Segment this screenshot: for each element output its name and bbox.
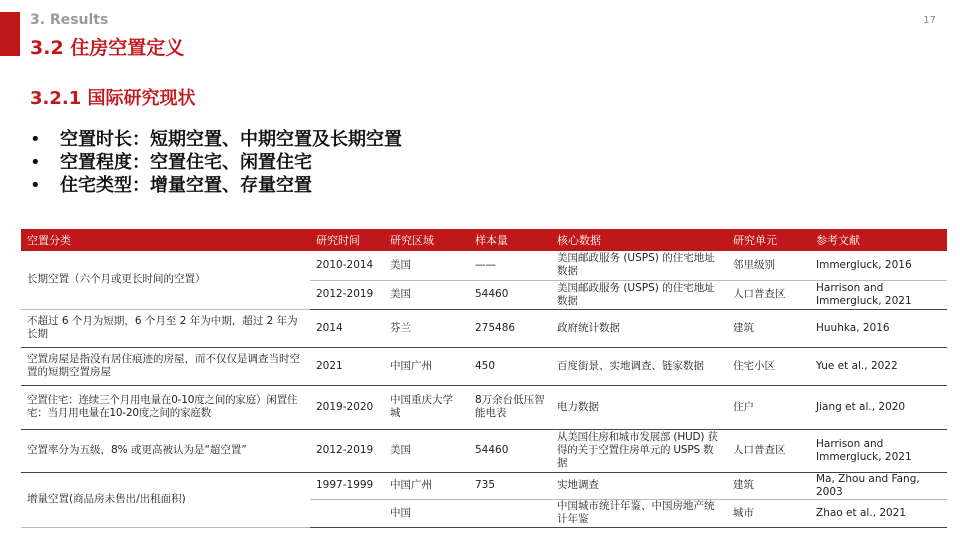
data-cell: 美国邮政服务 (USPS) 的住宅地址数据 — [551, 280, 727, 309]
bullet-item — [30, 174, 402, 197]
table-row — [21, 429, 947, 472]
table-row — [21, 347, 947, 385]
sample-cell: 8万余台低压智能电表 — [469, 385, 551, 429]
bullet-text: 住宅类型：增量空置、存量空置 — [60, 175, 312, 196]
column-header-data: 核心数据 — [551, 229, 727, 251]
column-header-sample: 样本量 — [469, 229, 551, 251]
reference-cell: Harrison and Immergluck, 2021 — [810, 280, 947, 309]
page-number: 17 — [923, 15, 936, 26]
category-cell: 长期空置（六个月或更长时间的空置） — [21, 251, 310, 309]
column-header-reference: 参考文献 — [810, 229, 947, 251]
bullet-dot: • — [30, 152, 41, 173]
data-cell: 百度街景、实地调查、链家数据 — [551, 347, 727, 385]
region-cell: 中国广州 — [384, 347, 469, 385]
bullet-dot: • — [30, 175, 41, 196]
sample-cell: 735 — [469, 472, 551, 499]
region-cell: 中国 — [384, 499, 469, 527]
sample-cell: 54460 — [469, 280, 551, 309]
reference-cell: Immergluck, 2016 — [810, 251, 947, 280]
category-cell: 空置房屋是指没有居住痕迹的房屋，而不仅仅是调查当时空置的短期空置房屋 — [21, 347, 310, 385]
sample-cell: 450 — [469, 347, 551, 385]
unit-cell: 住户 — [727, 385, 810, 429]
column-header-category: 空置分类 — [21, 229, 310, 251]
time-cell: 2012-2019 — [310, 429, 384, 472]
sample-cell: 54460 — [469, 429, 551, 472]
bullet-dot: • — [30, 129, 41, 150]
category-cell: 不超过 6 个月为短期，6 个月至 2 年为中期，超过 2 年为长期 — [21, 309, 310, 347]
table-row — [21, 309, 947, 347]
region-cell: 中国广州 — [384, 472, 469, 499]
unit-cell: 住宅小区 — [727, 347, 810, 385]
unit-cell: 建筑 — [727, 472, 810, 499]
accent-bar — [0, 12, 20, 56]
bullet-text: 空置程度：空置住宅、闲置住宅 — [60, 152, 312, 173]
page-title: 3.2 住房空置定义 — [30, 37, 185, 59]
time-cell: 2021 — [310, 347, 384, 385]
bullet-list — [30, 128, 402, 197]
vacancy-research-table — [21, 229, 947, 528]
data-cell: 电力数据 — [551, 385, 727, 429]
region-cell: 美国 — [384, 429, 469, 472]
column-header-region: 研究区域 — [384, 229, 469, 251]
section-label: 3. Results — [30, 12, 109, 28]
data-cell: 政府统计数据 — [551, 309, 727, 347]
column-header-time: 研究时间 — [310, 229, 384, 251]
sample-cell: 275486 — [469, 309, 551, 347]
category-cell: 空置率分为五级，8% 或更高被认为是“超空置” — [21, 429, 310, 472]
time-cell: 1997-1999 — [310, 472, 384, 499]
reference-cell: Ma, Zhou and Fang, 2003 — [810, 472, 947, 499]
unit-cell: 城市 — [727, 499, 810, 527]
data-cell: 从美国住房和城市发展部 (HUD) 获得的关于空置住房单元的 USPS 数据 — [551, 429, 727, 472]
subsection-title: 3.2.1 国际研究现状 — [30, 88, 196, 109]
unit-cell: 邻里级别 — [727, 251, 810, 280]
region-cell: 美国 — [384, 251, 469, 280]
bullet-item — [30, 151, 402, 174]
time-cell: 2012-2019 — [310, 280, 384, 309]
time-cell: 2019-2020 — [310, 385, 384, 429]
bullet-text: 空置时长：短期空置、中期空置及长期空置 — [60, 129, 402, 150]
sample-cell — [469, 499, 551, 527]
reference-cell: Harrison and Immergluck, 2021 — [810, 429, 947, 472]
table-row — [21, 251, 947, 280]
table-header-row — [21, 229, 947, 251]
category-cell: 空置住宅：连续三个月用电量在0-10度之间的家庭）闲置住宅：当月用电量在10-20度之间的家庭数 — [21, 385, 310, 429]
column-header-unit: 研究单元 — [727, 229, 810, 251]
region-cell: 中国重庆大学城 — [384, 385, 469, 429]
reference-cell: Huuhka, 2016 — [810, 309, 947, 347]
unit-cell: 人口普查区 — [727, 429, 810, 472]
data-cell: 中国城市统计年鉴、中国房地产统计年鉴 — [551, 499, 727, 527]
unit-cell: 建筑 — [727, 309, 810, 347]
region-cell: 美国 — [384, 280, 469, 309]
time-cell: 2010-2014 — [310, 251, 384, 280]
table-row — [21, 472, 947, 499]
reference-cell: Zhao et al., 2021 — [810, 499, 947, 527]
time-cell — [310, 499, 384, 527]
data-cell: 实地调查 — [551, 472, 727, 499]
table-row — [21, 385, 947, 429]
category-cell: 增量空置(商品房未售出/出租面积) — [21, 472, 310, 527]
region-cell: 芬兰 — [384, 309, 469, 347]
sample-cell: —— — [469, 251, 551, 280]
unit-cell: 人口普查区 — [727, 280, 810, 309]
reference-cell: Jiang et al., 2020 — [810, 385, 947, 429]
time-cell: 2014 — [310, 309, 384, 347]
data-cell: 美国邮政服务 (USPS) 的住宅地址数据 — [551, 251, 727, 280]
bullet-item — [30, 128, 402, 151]
reference-cell: Yue et al., 2022 — [810, 347, 947, 385]
